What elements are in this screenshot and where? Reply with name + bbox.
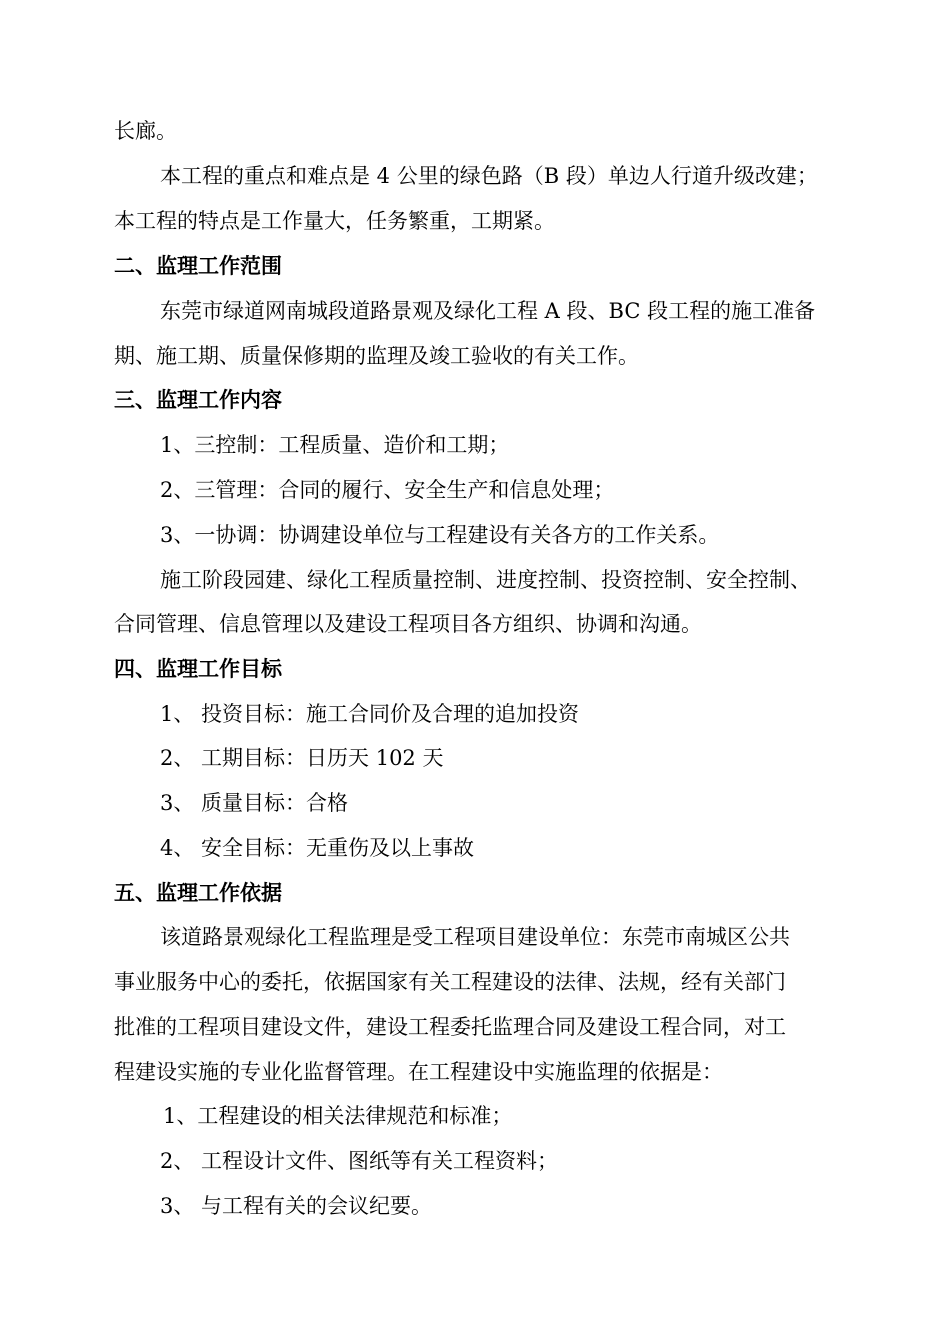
- paragraph-line: 批准的工程项目建设文件，建设工程委托监理合同及建设工程合同，对工: [114, 1015, 786, 1039]
- list-item: 3、 质量目标：合格: [160, 791, 349, 815]
- paragraph-line: 本工程的重点和难点是 4 公里的绿色路（B 段）单边人行道升级改建；: [160, 164, 818, 188]
- list-item: 4、 安全目标：无重伤及以上事故: [160, 836, 475, 860]
- paragraph-line: 事业服务中心的委托，依据国家有关工程建设的法律、法规，经有关部门: [114, 970, 786, 994]
- paragraph-line: 长廊。: [114, 119, 177, 143]
- paragraph-line: 施工阶段园建、绿化工程质量控制、进度控制、投资控制、安全控制、: [160, 568, 811, 592]
- paragraph-line: 本工程的特点是工作量大，任务繁重，工期紧。: [114, 209, 555, 233]
- section-heading-goals: 四、监理工作目标: [114, 656, 282, 681]
- paragraph-line: 该道路景观绿化工程监理是受工程项目建设单位：东莞市南城区公共: [160, 925, 790, 949]
- paragraph-line: 程建设实施的专业化监督管理。在工程建设中实施监理的依据是：: [114, 1060, 723, 1084]
- list-item: 2、 工期目标：日历天 102 天: [160, 746, 444, 770]
- section-heading-basis: 五、监理工作依据: [114, 880, 282, 905]
- section-heading-content: 三、监理工作内容: [114, 387, 282, 412]
- list-item: 1、 投资目标：施工合同价及合理的追加投资: [160, 702, 580, 726]
- list-item: 2、 工程设计文件、图纸等有关工程资料；: [160, 1149, 559, 1173]
- paragraph-line: 期、施工期、质量保修期的监理及竣工验收的有关工作。: [114, 344, 639, 368]
- list-item: 2、三管理：合同的履行、安全生产和信息处理；: [160, 478, 615, 502]
- list-item: 1、工程建设的相关法律规范和标准；: [163, 1104, 513, 1128]
- section-heading-scope: 二、监理工作范围: [114, 253, 282, 278]
- paragraph-line: 东莞市绿道网南城段道路景观及绿化工程 A 段、BC 段工程的施工准备: [160, 299, 816, 323]
- list-item: 3、 与工程有关的会议纪要。: [160, 1194, 433, 1218]
- paragraph-line: 合同管理、信息管理以及建设工程项目各方组织、协调和沟通。: [114, 612, 702, 636]
- list-item: 3、一协调：协调建设单位与工程建设有关各方的工作关系。: [160, 523, 720, 547]
- list-item: 1、三控制：工程质量、造价和工期；: [160, 433, 510, 457]
